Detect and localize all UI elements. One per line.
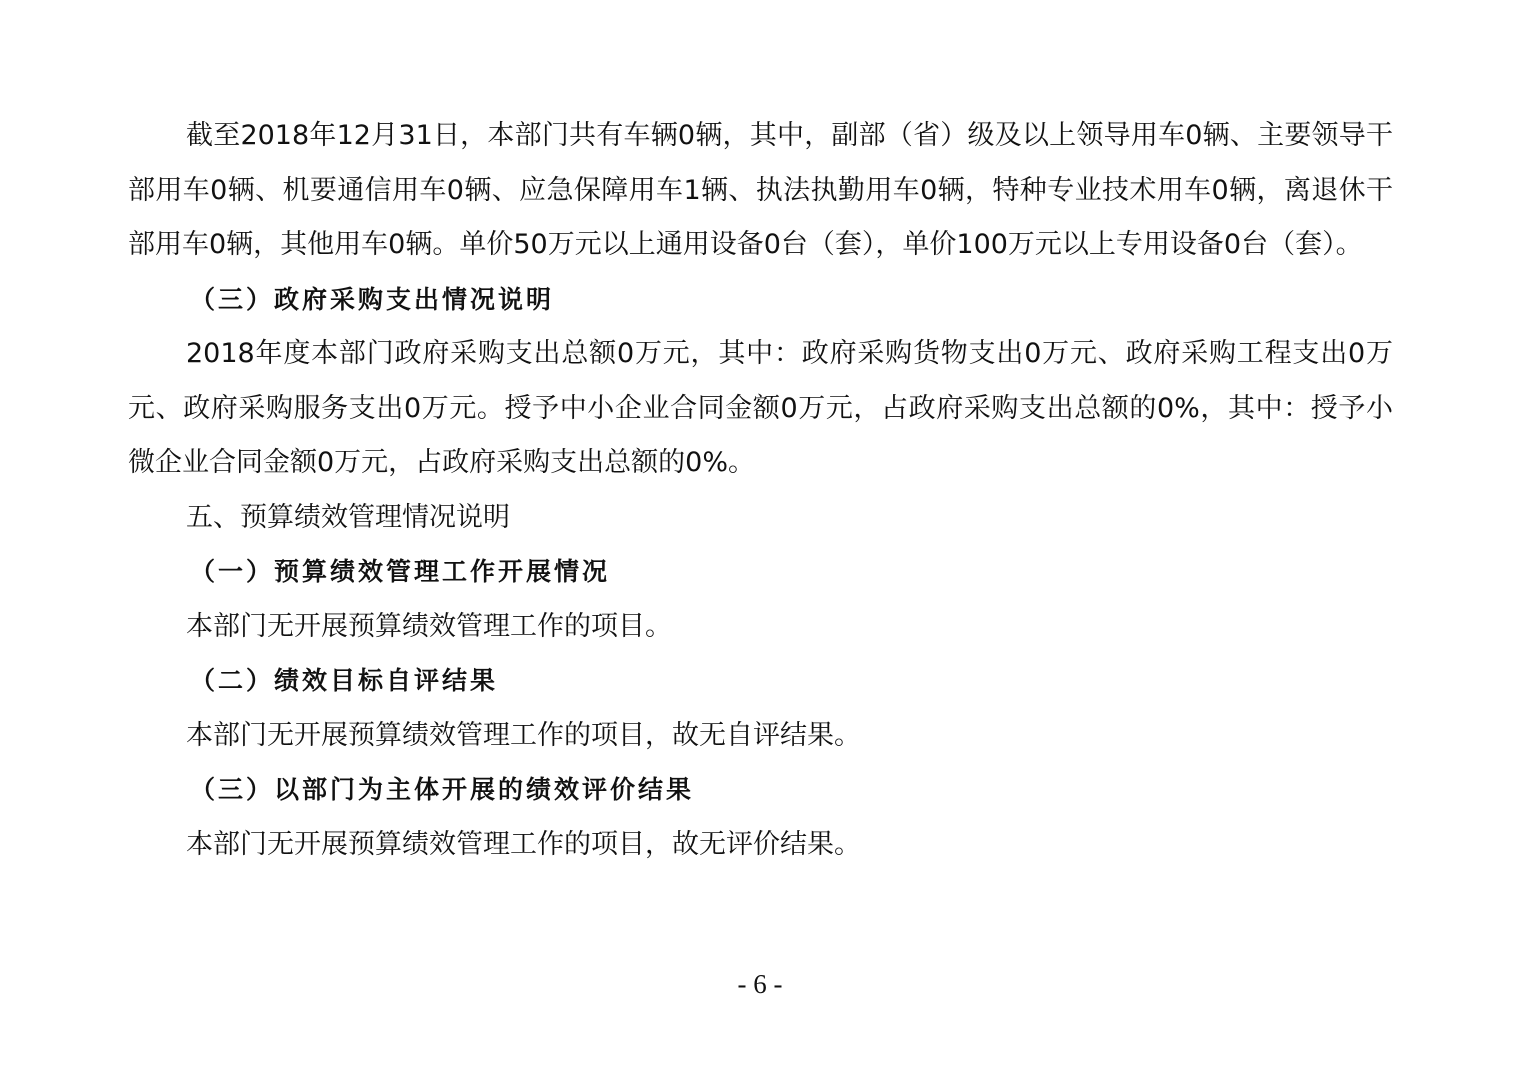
sub3-text: 本部门无开展预算绩效管理工作的项目，故无评价结果。 [186, 828, 861, 860]
procurement-paragraph: 2018年度本部门政府采购支出总额0万元，其中：政府采购货物支出0万元、政府采购工程支出0万元、政府采购服务支出0万元。授予中小企业合同金额0万元，占政府采购支出总额的0%，其中：授予小微企业合同金额0万元，占政府采购支出总额的0%。 [128, 338, 1393, 478]
sub2-heading: （二）绩效目标自评结果 [190, 666, 499, 695]
section5-heading: 五、预算绩效管理情况说明 [186, 501, 510, 533]
sub2-text: 本部门无开展预算绩效管理工作的项目，故无自评结果。 [186, 719, 861, 751]
sub1-heading: （一）预算绩效管理工作开展情况 [190, 557, 611, 586]
document-body [128, 109, 1393, 872]
sub3-heading: （三）以部门为主体开展的绩效评价结果 [190, 775, 695, 804]
procurement-heading: （三）政府采购支出情况说明 [190, 284, 555, 314]
page-number: - 6 - [737, 969, 783, 999]
sub1-text: 本部门无开展预算绩效管理工作的项目。 [186, 610, 672, 642]
vehicles-paragraph: 截至2018年12月31日，本部门共有车辆0辆，其中，副部（省）级及以上领导用车0辆、主要领导干部用车0辆、机要通信用车0辆、应急保障用车1辆、执法执勤用车0辆，特种专业技术用车0辆，离退休干部用车0辆，其他用车0辆。单价50万元以上通用设备0台（套），单价100万元以上专用设备0台（套）。 [128, 120, 1393, 260]
